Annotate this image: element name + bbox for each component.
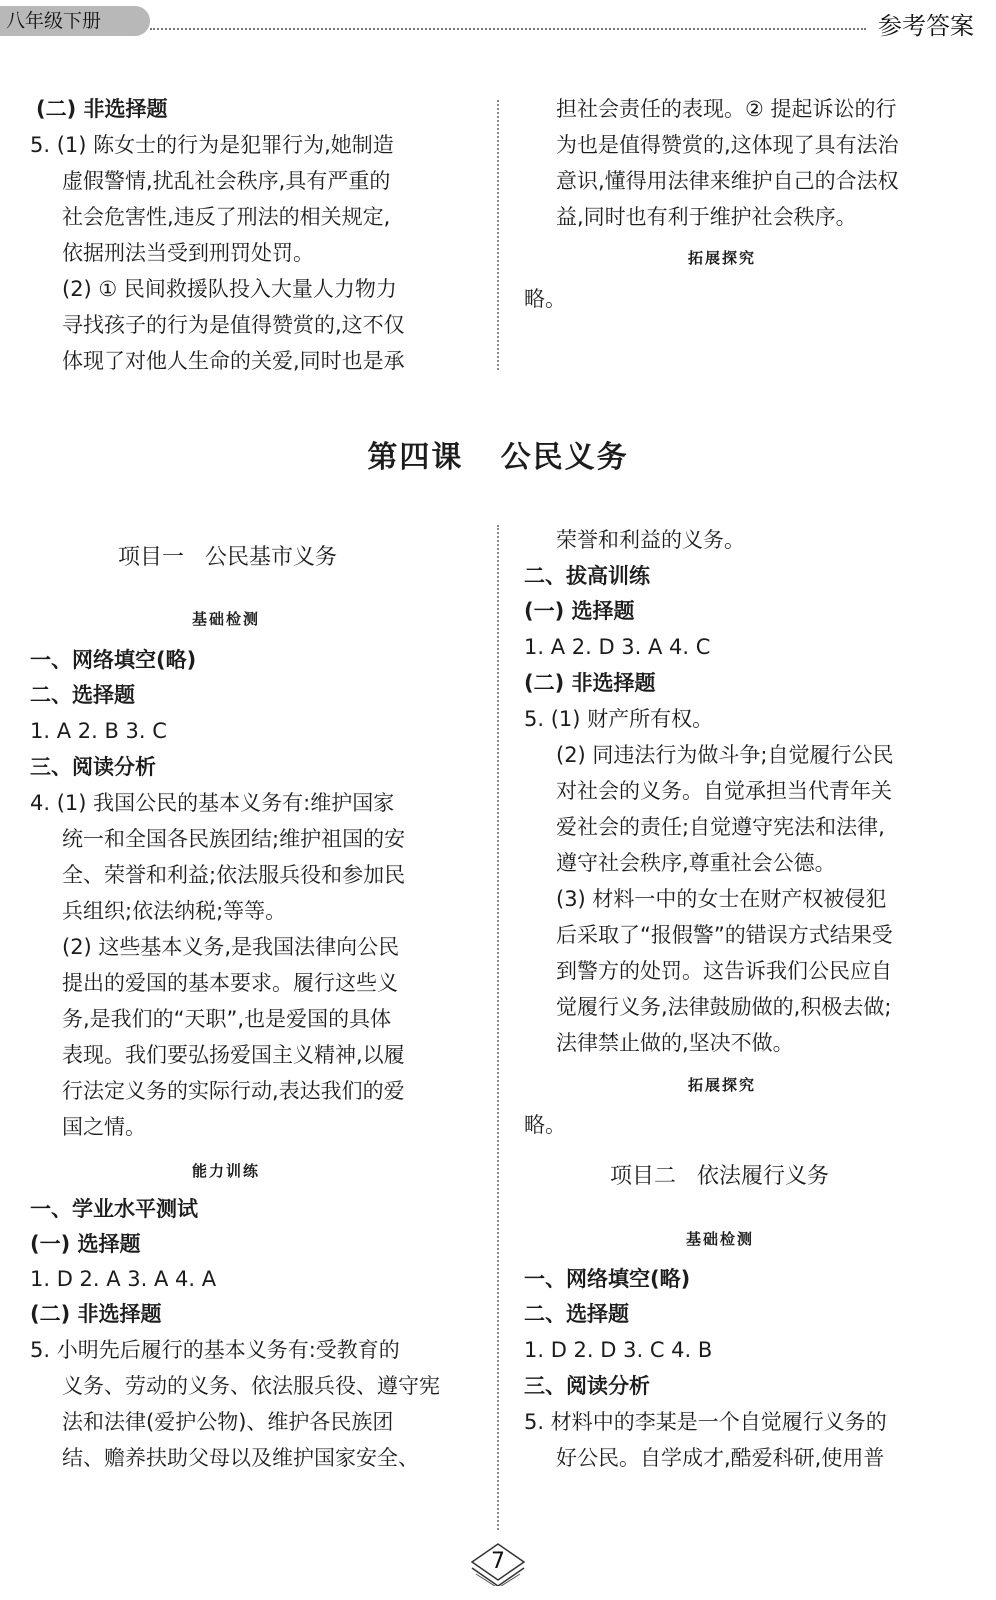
text-line: 1. A 2. D 3. A 4. C [524, 635, 711, 659]
text-line: 一、网络填空(略) [524, 1267, 691, 1291]
basic-heading: 基础检测 [686, 1230, 755, 1248]
text-line: 三、阅读分析 [524, 1374, 650, 1398]
basic-heading: 基础检测 [192, 610, 261, 628]
text-line: (2) 同违法行为做斗争;自觉履行公民 [556, 743, 894, 767]
text-line: 5. 小明先后履行的基本义务有:受教育的 [30, 1338, 400, 1362]
text-line: (二) 非选择题 [30, 1302, 162, 1326]
text-line: 遵守社会秩序,尊重社会公德。 [556, 851, 836, 875]
text-line: (二) 非选择题 [524, 671, 656, 695]
text-line: 三、阅读分析 [30, 755, 156, 779]
text-line: 5. (1) 陈女士的行为是犯罪行为,她制造 [30, 133, 394, 157]
explore-heading: 拓展探究 [688, 1076, 757, 1094]
text-line: 务,是我们的“天职”,也是爱国的具体 [62, 1007, 392, 1031]
text-line: (一) 选择题 [524, 599, 635, 623]
text-line: 1. D 2. D 3. C 4. B [524, 1338, 713, 1362]
text-line: 1. D 2. A 3. A 4. A [30, 1267, 217, 1291]
text-line: 5. (1) 财产所有权。 [524, 707, 714, 731]
text-line: 行法定义务的实际行动,表达我们的爱 [62, 1079, 405, 1103]
ability-heading: 能力训练 [192, 1162, 261, 1180]
text-line: 法律禁止做的,坚决不做。 [556, 1031, 794, 1055]
text-line: 二、选择题 [30, 683, 135, 707]
explore-heading: 拓展探究 [688, 249, 757, 267]
grade-tab: 八年级下册 [0, 6, 150, 36]
text-line: 一、学业水平测试 [30, 1197, 198, 1221]
section-label: 参考答案 [878, 12, 974, 40]
text-line: 提出的爱国的基本要求。履行这些义 [62, 971, 398, 995]
column-divider-top [497, 100, 499, 370]
text-line: 体现了对他人生命的关爱,同时也是承 [62, 349, 405, 373]
text-line: 爱社会的责任;自觉遵守宪法和法律, [556, 815, 885, 839]
text-line: 到警方的处罚。这告诉我们公民应自 [556, 959, 892, 983]
text-line: 寻找孩子的行为是值得赞赏的,这不仅 [62, 313, 405, 337]
header-dotted-rule [150, 28, 866, 30]
text-line: 表现。我们要弘扬爱国主义精神,以履 [62, 1043, 405, 1067]
text-line: 为也是值得赞赏的,这体现了具有法治 [556, 133, 899, 157]
text-line: (2) 这些基本义务,是我国法律向公民 [62, 935, 400, 959]
text-line: 好公民。自学成才,酷爱科研,使用普 [556, 1446, 885, 1470]
explore-answer: 略。 [524, 1113, 566, 1137]
text-line: 义务、劳动的义务、依法服兵役、遵守宪 [62, 1374, 440, 1398]
text-line: 依据刑法当受到刑罚处罚。 [62, 241, 314, 265]
text-line: 统一和全国各民族团结;维护祖国的安 [62, 827, 406, 851]
text-line: 二、拔高训练 [524, 564, 650, 588]
text-line: 意识,懂得用法律来维护自己的合法权 [556, 169, 899, 193]
text-line: (3) 材料一中的女士在财产权被侵犯 [556, 887, 887, 911]
project-title: 项目一 公民基市义务 [118, 545, 337, 570]
text-line: 后采取了“报假警”的错误方式结果受 [556, 923, 893, 947]
text-line: 结、赡养扶助父母以及维护国家安全、 [62, 1446, 419, 1470]
text-line: 觉履行义务,法律鼓励做的,积极去做; [556, 995, 892, 1019]
text-line: 国之情。 [62, 1115, 146, 1139]
text-line: (一) 选择题 [30, 1232, 141, 1256]
text-line: 法和法律(爱护公物)、维护各民族团 [62, 1410, 394, 1434]
text-line: 兵组织;依法纳税;等等。 [62, 899, 287, 923]
text-line: (二) 非选择题 [36, 97, 168, 121]
text-line: 5. 材料中的李某是一个自觉履行义务的 [524, 1410, 887, 1434]
page-number [468, 1540, 528, 1582]
text-line: 4. (1) 我国公民的基本义务有:维护国家 [30, 791, 395, 815]
text-line: (2) ① 民间救援队投入大量人力物力 [62, 277, 397, 301]
text-line: 荣誉和利益的义务。 [556, 528, 745, 552]
page-number-text: 7 [491, 1549, 505, 1574]
project-title: 项目二 依法履行义务 [610, 1164, 829, 1189]
text-line: 全、荣誉和利益;依法服兵役和参加民 [62, 863, 406, 887]
text-line: 1. A 2. B 3. C [30, 719, 167, 743]
text-line: 担社会责任的表现。② 提起诉讼的行 [556, 97, 897, 121]
text-line: 社会危害性,违反了刑法的相关规定, [62, 205, 391, 229]
text-line: 虚假警情,扰乱社会秩序,具有严重的 [62, 169, 391, 193]
text-line: 二、选择题 [524, 1302, 629, 1326]
column-divider-bottom [497, 525, 499, 1530]
text-line: 对社会的义务。自觉承担当代青年关 [556, 779, 892, 803]
lesson-title: 第四课 公民义务 [367, 440, 629, 475]
text-line: 益,同时也有利于维护社会秩序。 [556, 205, 857, 229]
explore-answer: 略。 [524, 287, 566, 311]
text-line: 一、网络填空(略) [30, 648, 197, 672]
page-header [0, 0, 996, 46]
